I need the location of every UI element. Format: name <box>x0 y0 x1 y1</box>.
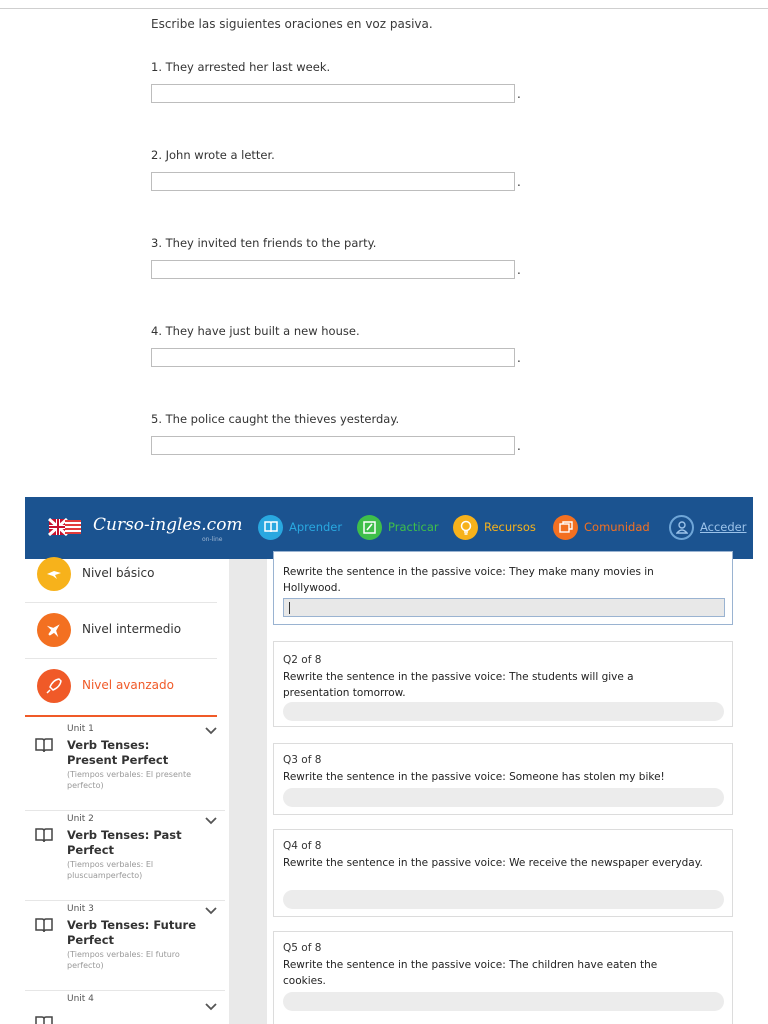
unit-item-1[interactable] <box>25 721 225 811</box>
sidebar-gutter <box>229 559 267 1024</box>
level-label: Nivel avanzado <box>82 678 174 692</box>
unit-number: Unit 3 <box>67 904 94 914</box>
text-caret <box>289 602 290 614</box>
nav-label: Aprender <box>289 520 343 534</box>
unit-item-2[interactable] <box>25 811 225 901</box>
question-number: Q2 of 8 <box>283 654 322 666</box>
exercise-prompt: 2. John wrote a letter. <box>151 148 275 162</box>
website-screenshot <box>25 497 753 1024</box>
answer-input-q2[interactable] <box>283 702 724 721</box>
nav-label: Practicar <box>388 520 439 534</box>
nav-comunidad[interactable] <box>553 514 650 540</box>
book-open-icon <box>35 1015 53 1024</box>
plane-icon <box>37 613 71 647</box>
bird-icon <box>37 557 71 591</box>
answer-input-3[interactable] <box>151 260 515 279</box>
sidebar <box>25 559 229 1024</box>
exercise-4 <box>151 324 521 365</box>
question-text: Rewrite the sentence in the passive voice: Someone has stolen my bike! <box>283 771 665 783</box>
question-text: Rewrite the sentence in the passive voice: The children have eaten the cookies. <box>283 959 658 987</box>
edit-icon <box>357 515 382 540</box>
answer-input-q1[interactable] <box>283 598 725 617</box>
user-icon <box>669 515 694 540</box>
book-icon <box>258 515 283 540</box>
question-card-1 <box>273 551 733 625</box>
answer-input-4[interactable] <box>151 348 515 367</box>
exercise-5 <box>151 412 521 453</box>
unit-title: Verb Tenses: Present Perfect <box>67 738 169 767</box>
question-number: Q3 of 8 <box>283 754 322 766</box>
sentence-end: . <box>517 175 521 189</box>
level-label: Nivel básico <box>82 566 155 580</box>
exercise-prompt: 1. They arrested her last week. <box>151 60 331 74</box>
top-divider <box>0 8 768 9</box>
level-basico[interactable] <box>25 547 217 603</box>
question-text: Rewrite the sentence in the passive voice: The students will give a presentation tomorrow. <box>283 671 634 699</box>
question-card-5 <box>273 931 733 1024</box>
lightbulb-icon <box>453 515 478 540</box>
exercise-2 <box>151 148 521 189</box>
chat-icon <box>553 515 578 540</box>
unit-item-3[interactable] <box>25 901 225 991</box>
sentence-end: . <box>517 439 521 453</box>
exercise-1 <box>151 60 521 101</box>
exercise-3 <box>151 236 521 277</box>
unit-subtitle: (Tiempos verbales: El futuro perfecto) <box>67 950 180 970</box>
unit-number: Unit 4 <box>67 994 94 1004</box>
book-open-icon <box>35 917 53 933</box>
level-intermedio[interactable] <box>25 603 217 659</box>
unit-number: Unit 2 <box>67 814 94 824</box>
answer-input-1[interactable] <box>151 84 515 103</box>
level-label: Nivel intermedio <box>82 622 182 636</box>
question-text: Rewrite the sentence in the passive voice: They make many movies in Hollywood. <box>283 566 654 594</box>
chevron-down-icon[interactable] <box>205 906 217 916</box>
nav-acceder[interactable] <box>669 514 747 540</box>
unit-title: Verb Tenses: Future Perfect <box>67 918 196 947</box>
nav-aprender[interactable] <box>258 514 342 540</box>
unit-item-4[interactable] <box>25 991 225 1024</box>
unit-subtitle: (Tiempos verbales: El presente perfecto) <box>67 770 192 790</box>
question-card-4 <box>273 829 733 917</box>
answer-input-q3[interactable] <box>283 788 724 807</box>
chevron-down-icon[interactable] <box>205 816 217 826</box>
question-card-3 <box>273 743 733 815</box>
level-avanzado[interactable] <box>25 659 217 717</box>
nav-label: Comunidad <box>584 520 650 534</box>
nav-practicar[interactable] <box>357 514 439 540</box>
worksheet-instruction: Escribe las siguientes oraciones en voz pasiva. <box>151 17 433 31</box>
nav-recursos[interactable] <box>453 514 536 540</box>
question-number: Q4 of 8 <box>283 840 322 852</box>
question-card-2 <box>273 641 733 727</box>
unit-title: Verb Tenses: Past Perfect <box>67 828 182 857</box>
exercise-prompt: 5. The police caught the thieves yesterday. <box>151 412 400 426</box>
chevron-down-icon[interactable] <box>205 726 217 736</box>
book-open-icon <box>35 827 53 843</box>
quiz-content <box>267 559 753 1024</box>
nav-label: Recursos <box>484 520 536 534</box>
exercise-prompt: 4. They have just built a new house. <box>151 324 360 338</box>
uk-us-flag-icon <box>47 515 83 539</box>
sentence-end: . <box>517 263 521 277</box>
answer-input-5[interactable] <box>151 436 515 455</box>
exercise-prompt: 3. They invited ten friends to the party. <box>151 236 377 250</box>
brand-tagline: on-line <box>202 536 223 543</box>
unit-number: Unit 1 <box>67 724 94 734</box>
sentence-end: . <box>517 351 521 365</box>
unit-subtitle: (Tiempos verbales: El pluscuamperfecto) <box>67 860 154 880</box>
answer-input-q4[interactable] <box>283 890 724 909</box>
rocket-icon <box>37 669 71 703</box>
answer-input-2[interactable] <box>151 172 515 191</box>
question-number: Q5 of 8 <box>283 942 322 954</box>
chevron-down-icon[interactable] <box>205 1002 217 1012</box>
nav-label: Acceder <box>700 520 747 534</box>
question-text: Rewrite the sentence in the passive voice: We receive the newspaper everyday. <box>283 857 703 869</box>
answer-input-q5[interactable] <box>283 992 724 1011</box>
sentence-end: . <box>517 87 521 101</box>
book-open-icon <box>35 737 53 753</box>
brand-name: Curso-ingles.com <box>93 515 243 535</box>
